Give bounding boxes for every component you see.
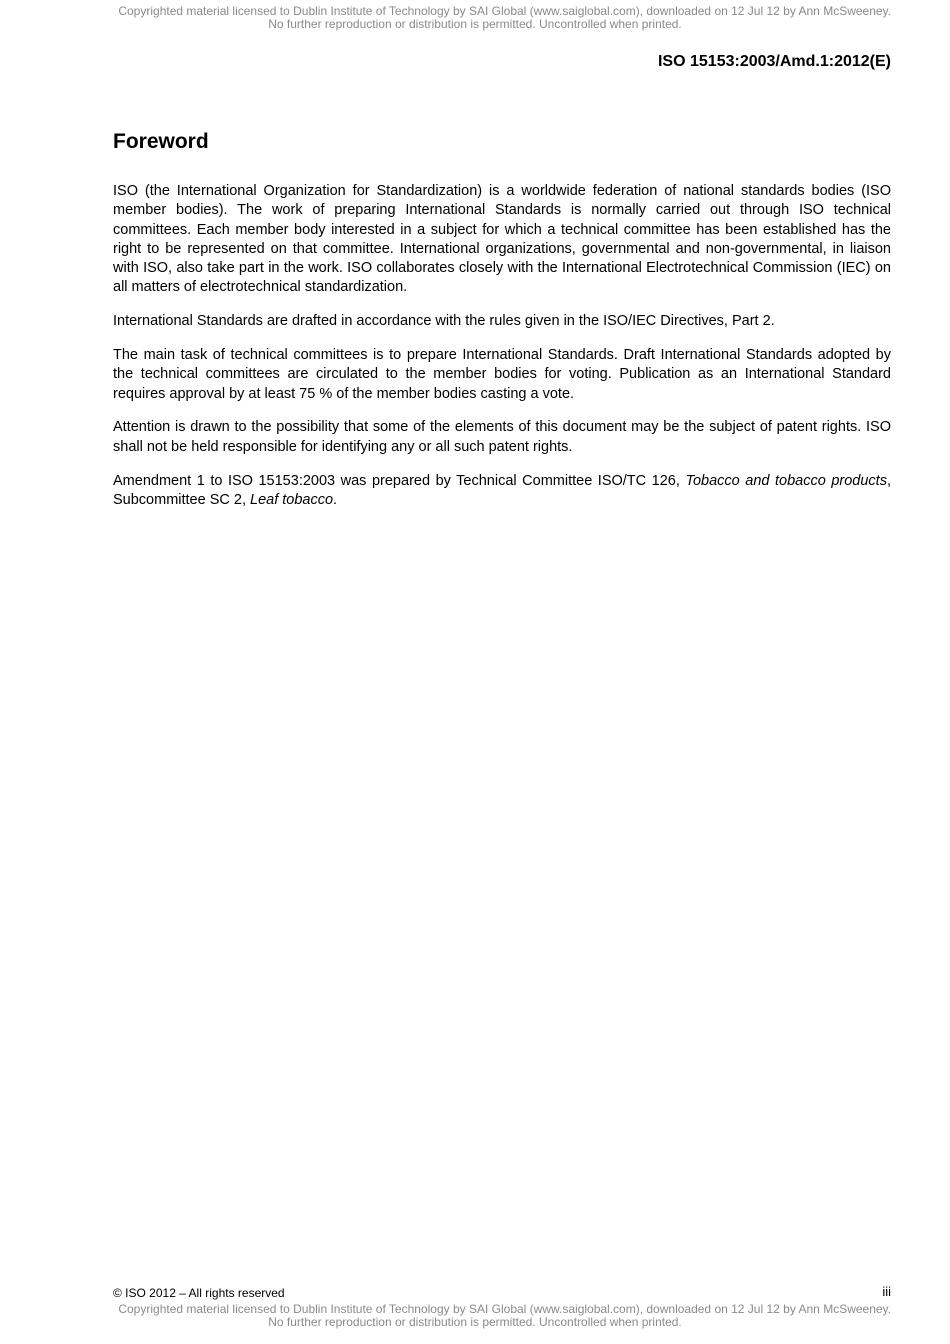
amendment-text-3: .	[333, 491, 338, 508]
page-title: Foreword	[113, 130, 209, 153]
watermark-line-1: Copyrighted material licensed to Dublin Institute of Technology by SAI Global (www.saiglobal.com), downloaded on 12 Jul 12 by Ann McSweeney.	[118, 4, 891, 18]
subcommittee-name: Leaf tobacco	[250, 491, 334, 508]
footer-copyright: © ISO 2012 – All rights reserved	[113, 1286, 285, 1300]
paragraph-iso-intro: ISO (the International Organization for Standardization) is a worldwide federation of national standards bodies (ISO member bodies). The work of preparing International Standards is normally carried out through ISO technical committees. Each member body interested in a subject for which a technical committee has been established has the right to be represented on that committee. International organizations, governmental and non-governmental, in liaison with ISO, also take part in the work. ISO collaborates closely with the International Electrotechnical Commission (IEC) on all matters of electrotechnical standardization.	[113, 183, 891, 296]
foreword-body	[113, 182, 891, 525]
watermark-line-2: No further reproduction or distribution is permitted. Uncontrolled when printed.	[268, 1315, 682, 1329]
amendment-text-1: Amendment 1 to ISO 15153:2003 was prepared by Technical Committee ISO/TC 126,	[113, 472, 686, 489]
watermark-top	[0, 5, 950, 31]
committee-name: Tobacco and tobacco products	[685, 472, 887, 489]
page-number: iii	[882, 1284, 891, 1299]
paragraph-committees: The main task of technical committees is to prepare International Standards. Draft International Standards adopted by the technical committees are circulated to the member bodies for voting. Publication as an International Standard requires approval by at least 75 % of the member bodies casting a vote.	[113, 347, 891, 402]
watermark-line-2: No further reproduction or distribution is permitted. Uncontrolled when printed.	[268, 17, 682, 31]
paragraph-directives: International Standards are drafted in accordance with the rules given in the ISO/IEC Directives, Part 2.	[113, 313, 775, 330]
paragraph-amendment	[113, 472, 891, 511]
paragraph-patent: Attention is drawn to the possibility that some of the elements of this document may be the subject of patent rights. ISO shall not be held responsible for identifying any or all such patent rights.	[113, 419, 891, 455]
amendment-text-2: , Subcommittee SC 2,	[113, 472, 891, 508]
watermark-bottom	[0, 1303, 950, 1329]
watermark-line-1: Copyrighted material licensed to Dublin Institute of Technology by SAI Global (www.saiglobal.com), downloaded on 12 Jul 12 by Ann McSweeney.	[118, 1302, 891, 1316]
document-id: ISO 15153:2003/Amd.1:2012(E)	[657, 53, 891, 70]
